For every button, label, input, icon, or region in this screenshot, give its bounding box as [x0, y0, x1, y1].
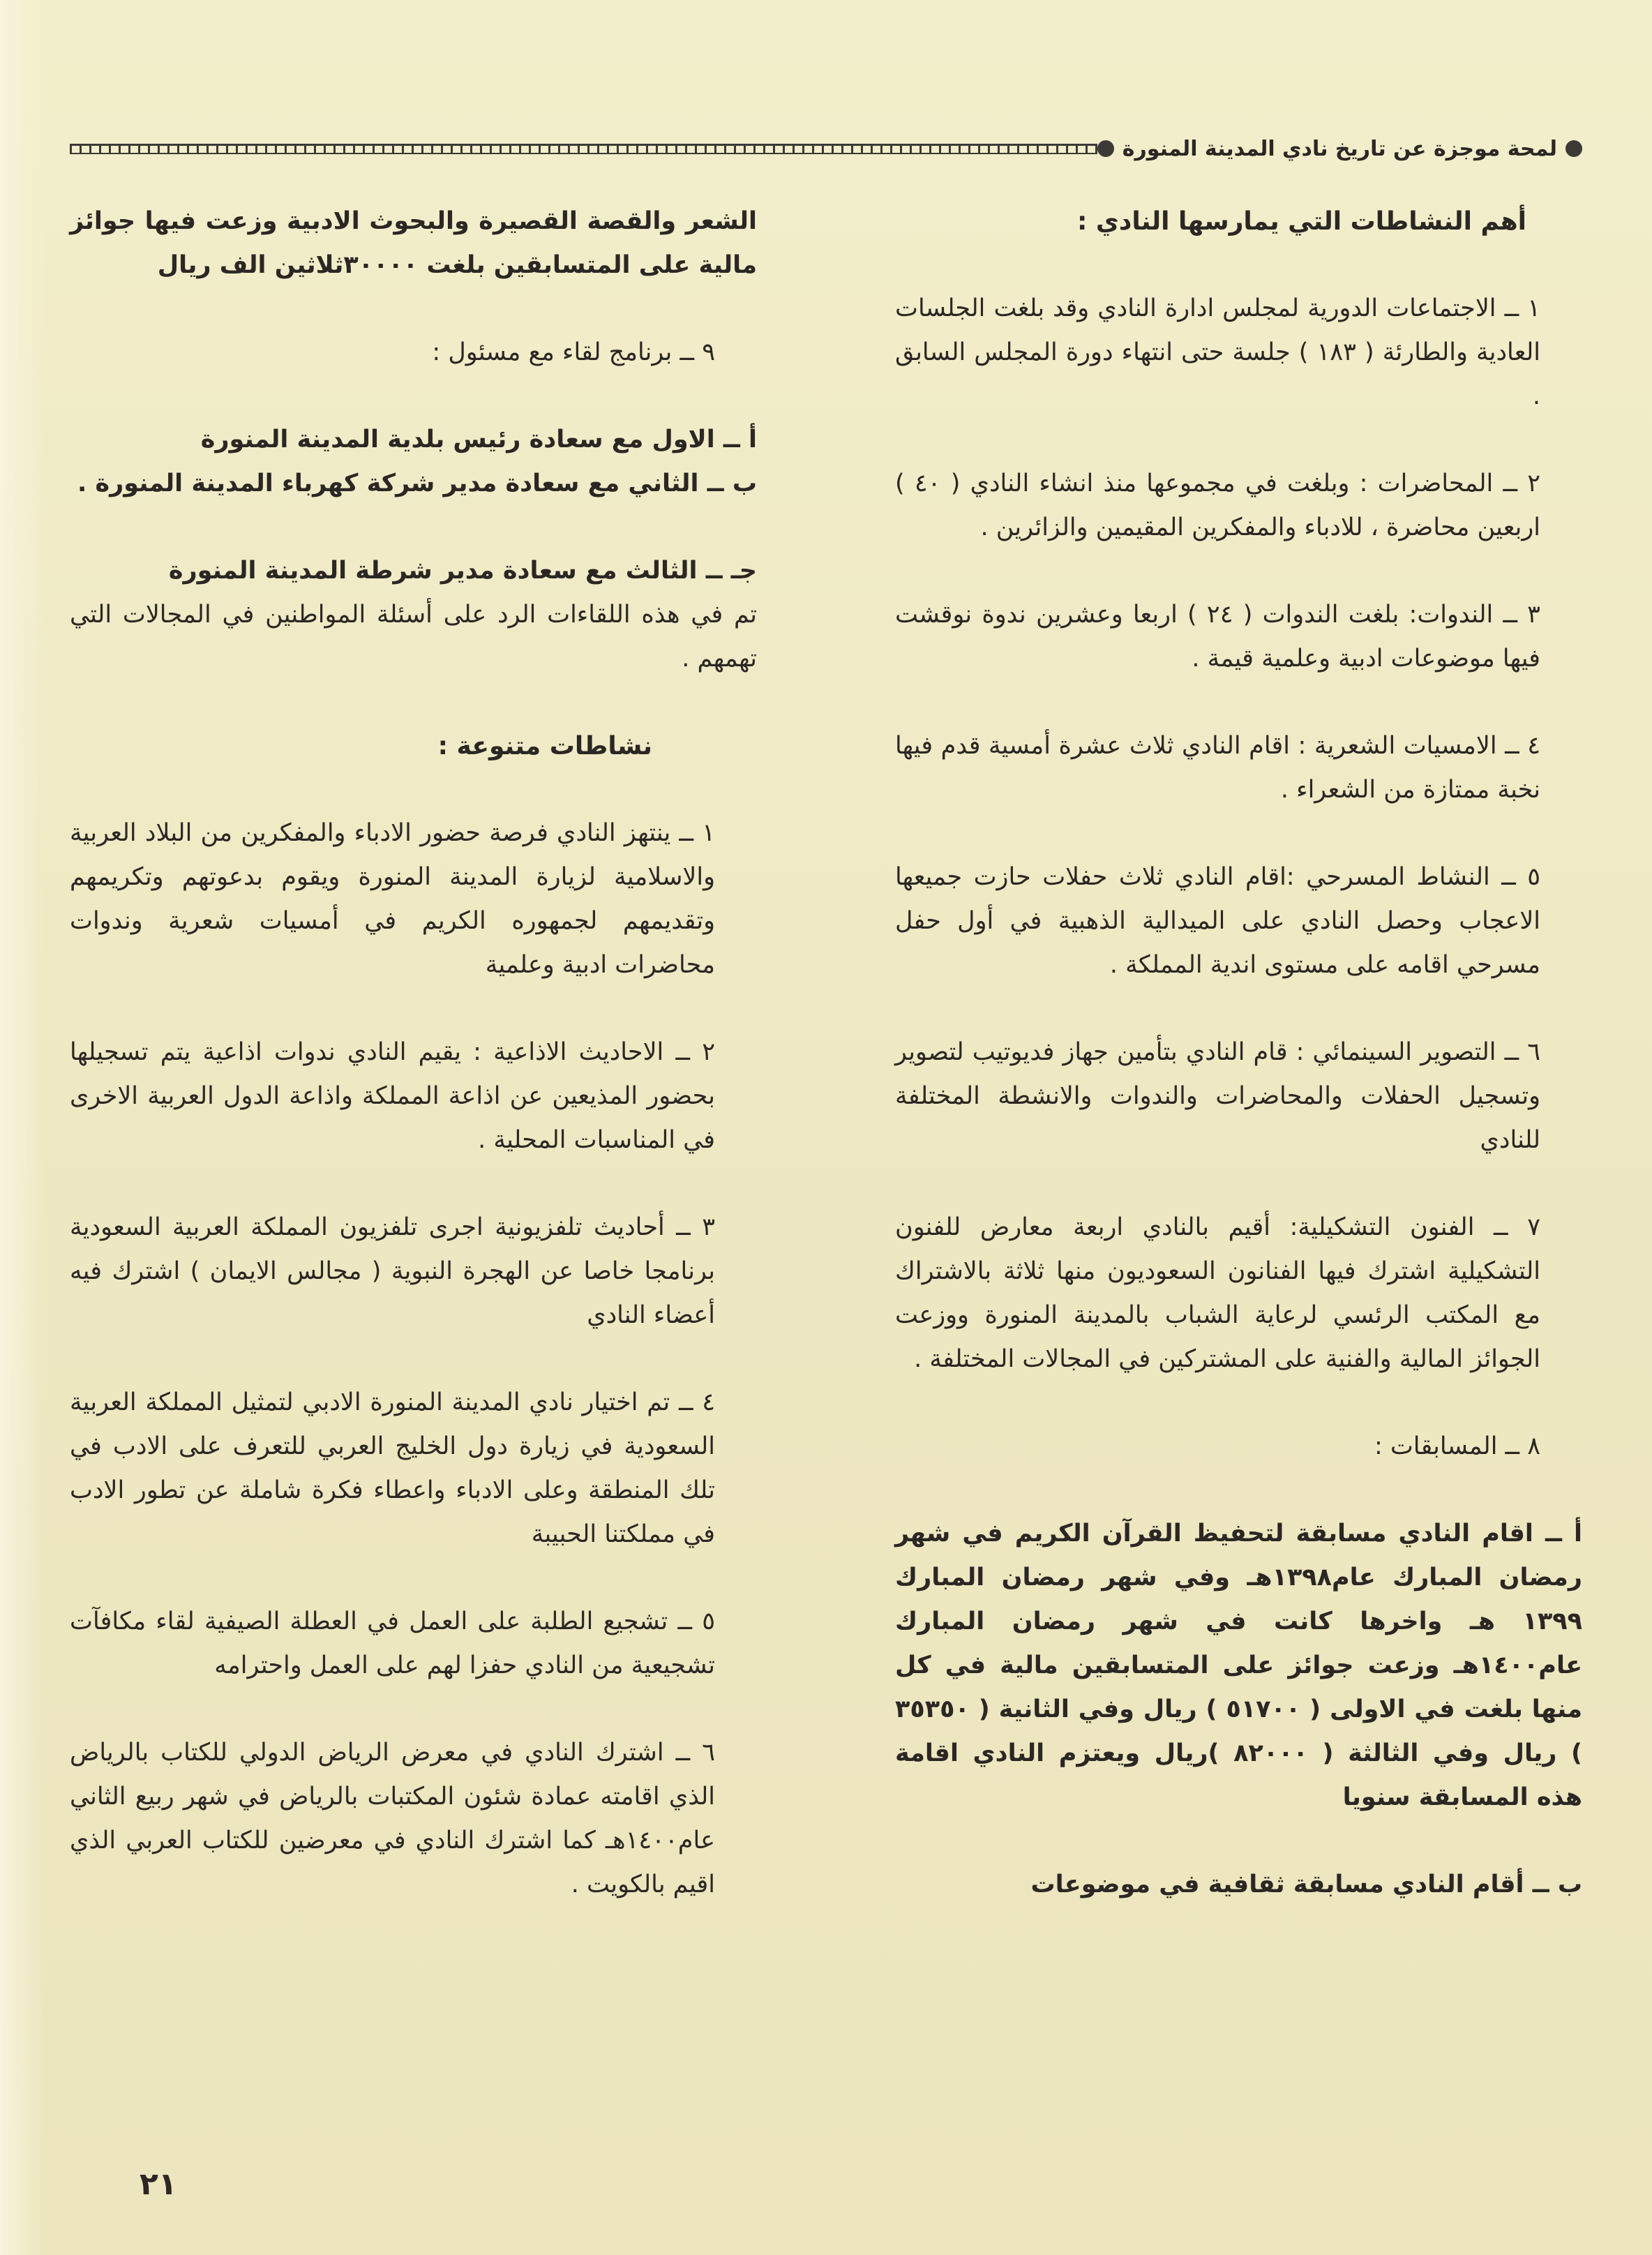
activity-item-8: ٨ ــ المسابقات : [1374, 1432, 1540, 1460]
competition-b-continuation: الشعر والقصة القصيرة والبحوث الادبية وزعت فيها جوائز مالية على المتسابقين بلغت ٣٠٠٠٠ثلاثين الف ريال [70, 207, 757, 279]
left-column [70, 200, 757, 1907]
activity-item-4: ٤ ــ الامسيات الشعرية : اقام النادي ثلاث عشرة أمسية قدم فيها نخبة ممتازة من الشعراء . [895, 732, 1540, 804]
activity-item-7: ٧ ــ الفنون التشكيلية: أقيم بالنادي اربعة معارض للفنون التشكيلية اشترك فيها الفنانون السعوديون منها ثلاثة بالاشتراك مع المكتب الرئسي لرعاية الشباب بالمدينة المنورة ووزعت الجوائز المالية والفنية على المشتركين في المجالات المختلفة . [895, 1213, 1540, 1373]
running-header-title: لمحة موجزة عن تاريخ نادي المدينة المنورة [1122, 136, 1557, 161]
meeting-a: أ ــ الاول مع سعادة رئيس بلدية المدينة المنورة [200, 426, 757, 454]
bullet-icon [1097, 140, 1114, 157]
competition-b: ب ــ أقام النادي مسابقة ثقافية في موضوعات [1030, 1871, 1582, 1898]
right-column [895, 200, 1582, 1907]
activity-item-5: ٥ ــ النشاط المسرحي :اقام النادي ثلاث حفلات حازت جميعها الاعجاب وحصل النادي على الميدالية الذهبية في أول حفل مسرحي اقامه على مستوى اندية المملكة . [895, 863, 1540, 979]
activity-item-2: ٢ ــ المحاضرات : وبلغت في مجموعها منذ انشاء النادي ( ٤٠ ) اربعين محاضرة ، للادباء والمفكرين المقيمين والزائرين . [895, 470, 1540, 541]
misc-item-1: ١ ــ ينتهز النادي فرصة حضور الادباء والمفكرين من البلاد العربية والاسلامية لزيارة المدينة المنورة ويقوم بدعوتهم وتكريمهم وتقديمهم لجمهوره الكريم في أمسيات شعرية وندوات محاضرات ادبية وعلمية [70, 819, 715, 979]
meetings-note: تم في هذه اللقاءات الرد على أسئلة المواطنين في المجالات التي تهمهم . [70, 601, 757, 673]
page-number: ٢١ [140, 2166, 177, 2202]
competition-a: أ ــ اقام النادي مسابقة لتحفيظ القرآن الكريم في شهر رمضان المبارك عام١٣٩٨هـ وفي شهر رمضان المبارك ١٣٩٩ هـ واخرها كانت في شهر رمضان المبارك عام١٤٠٠هـ وزعت جوائز على المتسابقين مالية في كل منها بلغت في الاولى ( ٥١٧٠٠ ) ريال وفي الثانية ( ٣٥٣٥٠ ) ريال وفي الثالثة ( ٨٢٠٠٠ )ريال ويعتزم النادي اقامة هذه المسابقة سنويا [895, 1520, 1583, 1811]
activity-item-6: ٦ ــ التصوير السينمائي : قام النادي بتأمين جهاز فديوتيب لتصوير وتسجيل الحفلات والمحاضرات والندوات والانشطة المختلفة للنادي [895, 1038, 1540, 1154]
section-heading: أهم النشاطات التي يمارسها النادي : [1077, 207, 1526, 236]
misc-item-4: ٤ ــ تم اختيار نادي المدينة المنورة الادبي لتمثيل المملكة العربية السعودية في زيارة دول الخليج العربي للتعرف على الادب في تلك المنطقة وعلى الادباء واعطاء فكرة شاملة عن تطور الادب في مملكتنا الحبيبة [70, 1388, 715, 1548]
meeting-b: ب ــ الثاني مع سعادة مدير شركة كهرباء المدينة المنورة . [77, 470, 757, 497]
misc-item-5: ٥ ــ تشجيع الطلبة على العمل في العطلة الصيفية لقاء مكافآت تشجيعية من النادي حفزا لهم على العمل واحترامه [70, 1608, 715, 1679]
misc-item-6: ٦ ــ اشترك النادي في معرض الرياض الدولي للكتاب بالرياض الذي اقامته عمادة شئون المكتبات بالرياض في شهر ربيع الثاني عام١٤٠٠هـ كما اشترك النادي في معرضين للكتاب العربي الذي اقيم بالكويت . [70, 1739, 715, 1898]
activity-item-3: ٣ ــ الندوات: بلغت الندوات ( ٢٤ ) اربعا وعشرين ندوة نوقشت فيها موضوعات ادبية وعلمية قيمة . [895, 601, 1540, 673]
misc-heading: نشاطات متنوعة : [437, 732, 652, 761]
misc-item-2: ٢ ــ الاحاديث الاذاعية : يقيم النادي ندوات اذاعية يتم تسجيلها بحضور المذيعين عن اذاعة المملكة واذاعة الدول العربية الاخرى في المناسبات المحلية . [70, 1038, 715, 1154]
activity-item-1: ١ ــ الاجتماعات الدورية لمجلس ادارة النادي وقد بلغت الجلسات العادية والطارئة ( ١٨٣ ) جلسة حتى انتهاء دورة المجلس السابق . [895, 294, 1540, 410]
decorative-rule [70, 144, 1097, 154]
bullet-icon [1565, 140, 1582, 157]
running-header [70, 131, 1582, 166]
meeting-c: جـ ــ الثالث مع سعادة مدير شرطة المدينة المنورة [168, 557, 757, 585]
misc-item-3: ٣ ــ أحاديث تلفزيونية اجرى تلفزيون المملكة العربية السعودية برنامجا خاصا عن الهجرة النبوية ( مجالس الايمان ) اشترك فيه أعضاء النادي [70, 1213, 715, 1329]
activity-item-9: ٩ ــ برنامج لقاء مع مسئول : [432, 338, 715, 366]
